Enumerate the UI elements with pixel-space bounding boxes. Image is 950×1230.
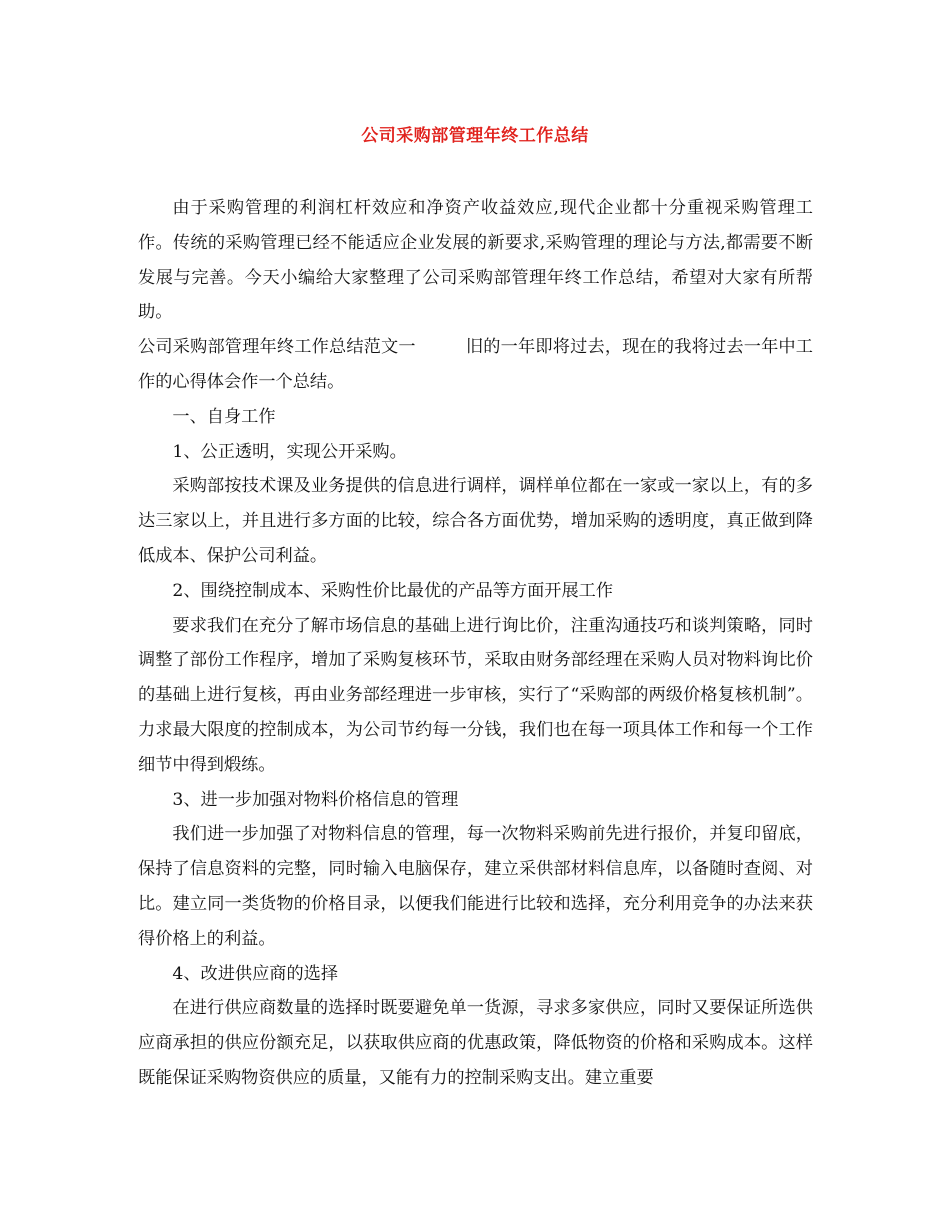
sample-heading: 公司采购部管理年终工作总结范文一 bbox=[138, 337, 416, 358]
sample-paragraph bbox=[138, 330, 813, 400]
item-4-title: 4、改进供应商的选择 bbox=[172, 963, 339, 984]
sample-opening: 旧的一年即将过去，现在的我将过去一年中工作的心得体会作一个总结。 bbox=[138, 337, 813, 392]
item-3-title: 3、进一步加强对物料价格信息的管理 bbox=[172, 789, 459, 810]
item-1-title: 1、公正透明，实现公开采购。 bbox=[172, 441, 407, 462]
item-4-body: 在进行供应商数量的选择时既要避免单一货源，寻求多家供应，同时又要保证所选供应商承担的供应份额充足，以获取供应商的优惠政策，降低物资的价格和采购成本。这样既能保证采购物资供应的质量，又能有力的控制采购支出。建立重要 bbox=[138, 998, 813, 1088]
document-body bbox=[138, 191, 813, 1096]
item-1-body: 采购部按技术课及业务提供的信息进行调样，调样单位都在一家或一家以上，有的多达三家以上，并且进行多方面的比较，综合各方面优势，增加采购的透明度，真正做到降低成本、保护公司利益。 bbox=[138, 476, 813, 566]
item-3-body: 我们进一步加强了对物料信息的管理，每一次物料采购前先进行报价，并复印留底，保持了信息资料的完整，同时输入电脑保存，建立采供部材料信息库，以备随时查阅、对比。建立同一类货物的价格目录，以便我们能进行比较和选择，充分利用竞争的办法来获得价格上的利益。 bbox=[138, 824, 813, 949]
item-2-title: 2、围绕控制成本、采购性价比最优的产品等方面开展工作 bbox=[172, 580, 614, 601]
intro-paragraph: 由于采购管理的利润杠杆效应和净资产收益效应,现代企业都十分重视采购管理工作。传统的采购管理已经不能适应企业发展的新要求,采购管理的理论与方法,都需要不断发展与完善。今天小编给大家整理了公司采购部管理年终工作总结，希望对大家有所帮助。 bbox=[138, 198, 813, 323]
document-title: 公司采购部管理年终工作总结 bbox=[361, 126, 589, 146]
section-heading: 一、自身工作 bbox=[172, 406, 276, 427]
item-2-body: 要求我们在充分了解市场信息的基础上进行询比价，注重沟通技巧和谈判策略，同时调整了部份工作程序，增加了采购复核环节，采取由财务部经理在采购人员对物料询比价的基础上进行复核，再由业务部经理进一步审核，实行了“采购部的两级价格复核机制”。力求最大限度的控制成本，为公司节约每一分钱，我们也在每一项具体工作和每一个工作细节中得到煅练。 bbox=[138, 615, 813, 775]
